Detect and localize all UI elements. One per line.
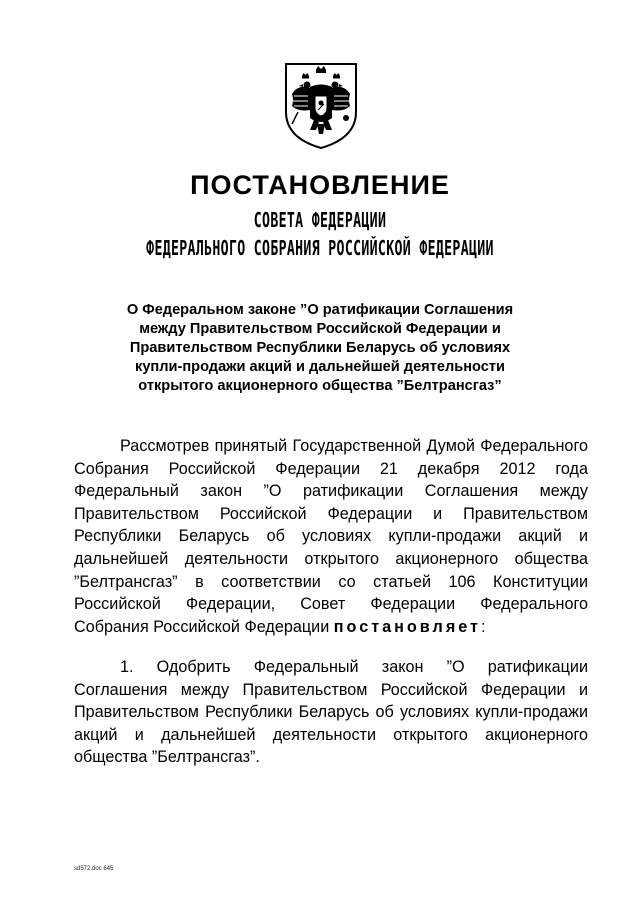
paragraph-line: Собрания Российской Федерации 21 декабря 2012 года: [74, 459, 588, 478]
subject-line: между Правительством Российской Федерации и: [139, 321, 501, 337]
paragraph-line: Правительством Республики Беларусь об условиях купли-продажи: [74, 703, 588, 722]
paragraph-line: дальнейшей деятельности открытого акционерного общества: [74, 549, 588, 568]
preamble-paragraph: [74, 435, 588, 638]
issuing-body-line-2: ФЕДЕРАЛЬНОГО СОБРАНИЯ РОССИЙСКОЙ ФЕДЕРАЦИИ: [146, 236, 494, 260]
subject-line: О Федеральном законе ”О ратификации Соглашения: [126, 302, 514, 318]
paragraph-line: Соглашения между Правительством Российской Федерации и: [74, 680, 588, 699]
paragraph-line: ”Белтрансгаз” в соответствии со статьей 106 Конституции: [74, 572, 588, 591]
document-title: ПОСТАНОВЛЕНИЕ: [190, 170, 450, 200]
paragraph-line: Республики Беларусь об условиях купли-продажи акций и: [74, 527, 588, 546]
paragraph-line: Рассмотрев принятый Государственной Думой Федерального: [120, 437, 588, 455]
file-code: sd572.doc 645: [74, 866, 114, 872]
paragraph-line-final: [74, 616, 588, 639]
document-subject: [72, 301, 568, 396]
resolution-item-1: [74, 656, 588, 769]
paragraph-line: Правительством Российской Федерации и Правительством: [74, 504, 588, 523]
paragraph-line: общества ”Белтрансгаз”.: [74, 748, 260, 767]
subject-line: купли-продажи акций и дальнейшей деятельности: [135, 359, 505, 375]
subject-line: Правительством Республики Беларусь об условиях: [129, 340, 511, 356]
paragraph-line: Российской Федерации, Совет Федерации Федерального: [74, 595, 588, 614]
russian-coat-of-arms-icon: [280, 60, 362, 150]
issuing-body-line-1: СОВЕТА ФЕДЕРАЦИИ: [253, 208, 387, 232]
decree-keyword: постановляет: [333, 617, 481, 636]
paragraph-line: акций и дальнейшей деятельности открытого акционерного: [74, 725, 588, 744]
subject-line: открытого акционерного общества ”Белтрансгаз”: [138, 378, 502, 394]
paragraph-line-text: Собрания Российской Федерации: [74, 617, 330, 636]
decree-colon: :: [480, 617, 486, 636]
paragraph-line: 1. Одобрить Федеральный закон ”О ратификации: [120, 658, 588, 676]
paragraph-line: Федеральный закон ”О ратификации Соглашения между: [74, 482, 588, 501]
